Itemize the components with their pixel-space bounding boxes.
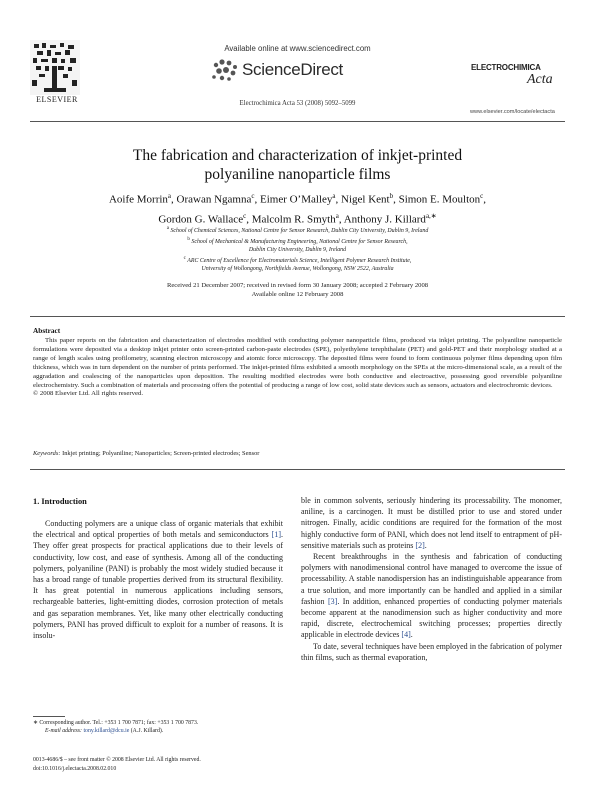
journal-logo-text: ELECTROCHIMICA [471,63,541,72]
text-run: ble in common solvents, seriously hindering its processability. The monomer, aniline, is a carcinogen. It must be distilled prior to use and stored under nitrogen. Finally, acidic conditions are required for the formation of the most highly conductive form of PANI, which does not lend itself to entrapment of pH-sensitive materials such as proteins [301,496,562,550]
affiliation-mark: a [166,226,169,231]
affiliation-mark: b [187,236,190,242]
affiliation-text: School of Mechanical & Manufacturing Engineering, National Centre for Sensor Research, [191,238,408,245]
affiliation-b-cont: Dublin City University, Dublin 9, Ireland [248,247,347,254]
corresponding-author-mark[interactable]: a,∗ [425,211,437,220]
paragraph [33,518,283,641]
paragraph [301,495,562,551]
footnote-rule [33,716,65,717]
elsevier-tree-icon [30,40,80,95]
column-right [301,495,562,663]
author-name: Orawan Ngamna [176,193,252,206]
abstract-body [33,337,562,399]
author-affiliation-mark: a [332,192,336,200]
author-affiliation-mark: a [167,192,172,200]
text-run: . [410,630,413,640]
author-name: Anthony J. Killard [343,213,426,226]
citation-link[interactable]: [1] [271,530,281,540]
affiliation-text: School of Chemical Sciences, National Centre for Sensor Research, Dublin City University, Dublin 9, Ireland [170,227,429,234]
author-affiliation-mark: a [335,211,339,220]
title-line-2: polyaniline nanoparticle films [204,166,391,183]
author-name: Simon E. Moulton [398,193,481,206]
header-rule [30,121,565,122]
corresponding-author-note [33,719,288,727]
abstract-top-rule [30,316,565,317]
citation-link[interactable]: [2] [415,540,425,550]
author-name: Gordon G. Wallace [158,213,244,226]
author-list [50,188,545,227]
author-name: Nigel Kent [341,193,390,206]
affiliation-text: ARC Centre of Excellence for Electromaterials Science, Intelligent Polymer Research Institute, [187,257,412,264]
journal-url: www.elsevier.com/locate/electacta [470,109,555,115]
email-label: E-mail address: [45,728,82,735]
affiliations [60,225,535,274]
text-run: Recent breakthroughs in the synthesis and fabrication of conducting polymers with nanodimensional control have managed to overcome the issue of processability. A stable nanodispersion has an indistinguishable appearance from a true solution, and more importantly can be handled and applied in a similar fashion [301,552,562,606]
author-affiliation-mark: c [243,211,247,220]
authors-line-1: Aoife Morrin$^a$, Orawan Ngamna$^c$, Eimer O’Malley$^a$, Nigel Kent$^b$, Simon E. Moulton$^c$, [108,192,487,206]
citation-link[interactable]: [4] [401,630,411,640]
author-name: Eimer O’Malley [259,193,333,206]
affiliation-b [60,236,535,247]
available-online-text: Available online at www.sciencedirect.com [224,44,371,53]
email-line [33,727,288,735]
title-line-1: The fabrication and characterization of inkjet-printed [132,147,463,164]
text-run: . [424,540,427,550]
affiliation-a [60,225,535,236]
author-affiliation-mark: c [251,192,255,200]
affiliation-mark: c [183,255,186,261]
journal-reference: Electrochimica Acta 53 (2008) 5092–5099 [239,100,356,107]
keywords-list: Inkjet printing; Polyaniline; Nanoparticles; Screen-printed electrodes; Sensor [62,450,260,457]
issn-block [33,756,288,773]
front-matter-line: 0013-4686/$ – see front matter © 2008 Elsevier Ltd. All rights reserved. [33,757,201,763]
doi-link[interactable]: doi:10.1016/j.electacta.2008.02.010 [33,765,117,772]
text-run: . They offer great prospects for practical applications due to their levels of conductivity, low cost, and ease of synthesis. Among all of the conducting polymers, polyaniline (PANI) is probably the most widely studied because it has a broad range of tunable properties derived from its structural flexibility. It has great potential in numerous applications including sensors, rechargeable batteries, light-emitting diodes, corrosion protection of metals and gas separation membranes. Yet, like many other electrically conducting polymers, PANI has proved difficult to exploit for a number of reasons. It is insolu- [33,530,283,641]
sciencedirect-wordmark: ScienceDirect [242,60,343,79]
abstract-heading: Abstract [33,326,61,335]
citation-link[interactable]: [3] [327,596,338,606]
abstract-bottom-rule [30,469,565,470]
section-heading: 1. Introduction [33,497,87,506]
author-affiliation-mark: c [480,192,484,200]
footnote-text: Corresponding author. Tel.: +353 1 700 7871; fax: +353 1 700 7873. [39,720,199,726]
affiliation-c-cont: University of Wollongong, Northfields Avenue, Wollongong, NSW 2522, Australia [201,266,394,273]
author-name: Aoife Morrin [108,193,168,206]
paragraph [301,551,562,641]
email-link[interactable]: tony.killard@dcu.ie [83,728,130,735]
text-run: Conducting polymers are a unique class of organic materials that exhibit the electrical and optical properties of both metals and semiconductors [33,519,283,540]
received-dates: Received 21 December 2007; received in revised form 30 January 2008; accepted 2 February 2008 [166,282,429,289]
author-affiliation-mark: b [389,192,394,200]
article-dates [60,281,535,299]
sciencedirect-logo [210,58,380,84]
abstract-copyright: © 2008 Elsevier Ltd. All rights reserved. [33,390,144,398]
available-online-date: Available online 12 February 2008 [251,291,344,298]
sciencedirect-mark-icon [210,58,240,84]
text-run: . In addition, enhanced properties of conducting polymer materials become apparent at the nanodimension such as higher conductivity and more rapid, discrete, electrochemical switching processes; properties directly applicable in electrode devices [301,596,562,640]
footnote-mark: ∗ [33,720,38,726]
article-title [60,146,535,184]
keywords [33,450,562,457]
keywords-label: Keywords: [33,450,61,457]
email-owner: (A.J. Killard). [130,728,164,735]
footnote [33,719,288,736]
authors-line-2: Gordon G. Wallace$^c$, Malcolm R. Smyth$^a$, Anthony J. Killard$^{a,∗}$ [158,211,437,226]
journal-logo-acta: Acta [527,72,553,87]
paragraph: To date, several techniques have been employed in the fabrication of polymer thin films, such as thermal evaporation, [301,641,562,662]
publisher-name: ELSEVIER [36,95,78,104]
author-name: Malcolm R. Smyth [251,213,336,226]
affiliation-c [60,255,535,266]
abstract-text: This paper reports on the fabrication and characterization of electrodes modified with conducting polymer nanoparticle films, produced via inkjet printing. The polyaniline nanoparticle formulations were deposited via a desktop inkjet printer onto screen-printed carbon-paste electrodes (SPE), polyethylene terephthalate (PET) and gold-PET and their morphology studied at a range of length scales using profilometry, scanning electron microscopy and atomic force microscopy. The deposited films were found to form continuous polymer films depending upon film thickness, which was in turn dependent on the number of prints performed. The inkjet-printed films exhibited a smooth morphology on the SPEs at the micro-dimensional scale, as a result of the aggradation and coalescing of the nanoparticles upon deposition. The resulting modified electrodes were both conductive and electroactive, possessing good reversible polyaniline electrochemistry. Such a combination of materials and processing offers the potential of producing a range of low cost, solid state devices such as sensors, actuators and electrochromic devices. [33,337,562,389]
column-left [33,518,283,641]
